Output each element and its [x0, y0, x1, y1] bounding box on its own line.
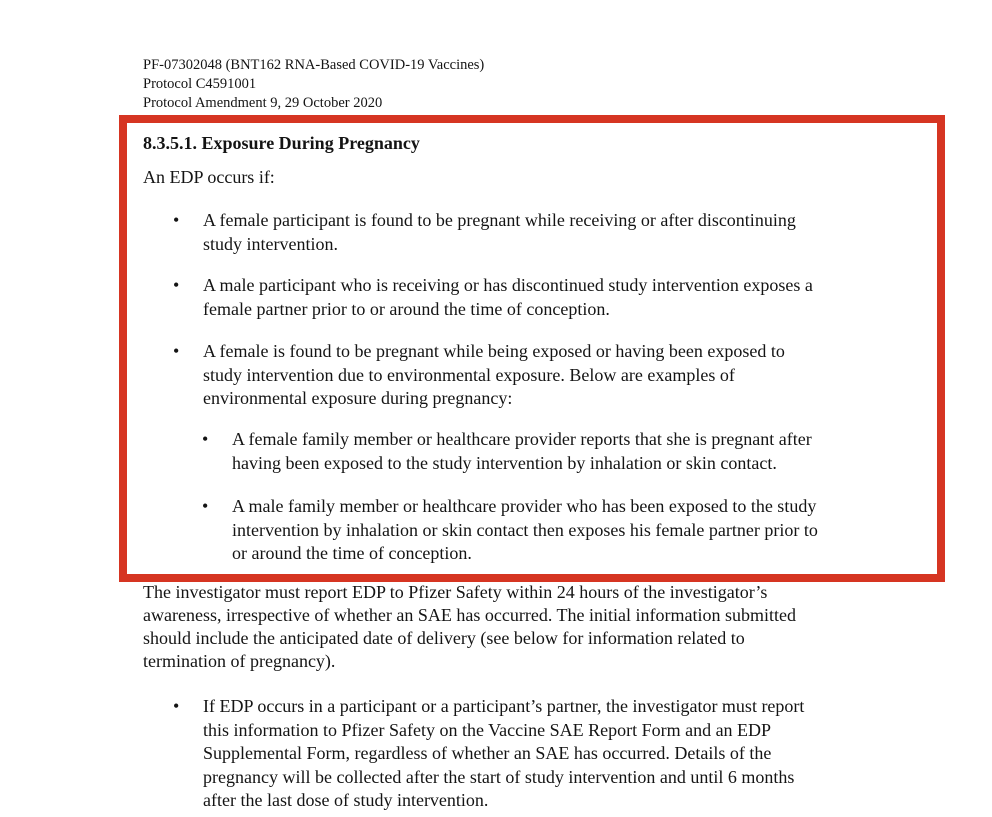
header-amendment-line: Protocol Amendment 9, 29 October 2020	[143, 95, 383, 111]
section-heading: 8.3.5.1. Exposure During Pregnancy	[143, 133, 420, 153]
list-item	[173, 209, 796, 256]
sub-list-item-text: A female family member or healthcare provider reports that she is pregnant after having been exposed to the study intervention by inhalation or skin contact.	[232, 429, 812, 473]
section-intro: An EDP occurs if:	[143, 167, 275, 187]
bullet-icon: •	[173, 275, 180, 295]
header-protocol-line: Protocol C4591001	[143, 76, 257, 92]
bullet-icon: •	[202, 429, 209, 449]
list-item	[173, 340, 785, 411]
document-header	[143, 56, 484, 113]
list-item-text: A female participant is found to be pregnant while receiving or after discontinuing study intervention.	[203, 210, 796, 254]
list-item-text: A female is found to be pregnant while being exposed or having been exposed to study intervention due to environmental exposure. Below are examples of environmental exposure during pregnancy:	[203, 341, 785, 408]
list-item	[173, 274, 813, 321]
list-item-text: A male participant who is receiving or has discontinued study intervention exposes a female partner prior to or around the time of conception.	[203, 275, 813, 319]
sub-list-item-text: A male family member or healthcare provider who has been exposed to the study intervention by inhalation or skin contact then exposes his female partner prior to or around the time of conception.	[232, 496, 818, 563]
sub-list-item	[202, 495, 818, 566]
list-item	[173, 695, 805, 813]
list-item-text: If EDP occurs in a participant or a participant’s partner, the investigator must report this information to Pfizer Safety on the Vaccine SAE Report Form and an EDP Supplemental Form, regardless of whether an SAE has occurred. Details of the pregnancy will be collected after the start of study intervention and until 6 months after the last dose of study intervention.	[203, 696, 805, 810]
bullet-icon: •	[173, 696, 180, 716]
sub-list-item	[202, 428, 812, 475]
header-product-line: PF-07302048 (BNT162 RNA-Based COVID-19 Vaccines)	[143, 57, 485, 73]
bullet-icon: •	[173, 210, 180, 230]
bullet-icon: •	[202, 496, 209, 516]
bullet-icon: •	[173, 341, 180, 361]
body-paragraph: The investigator must report EDP to Pfizer Safety within 24 hours of the investigator’s awareness, irrespective of whether an SAE has occurred. The initial information submitted should include the anticipated date of delivery (see below for information related to termination of pregnancy).	[143, 582, 796, 671]
